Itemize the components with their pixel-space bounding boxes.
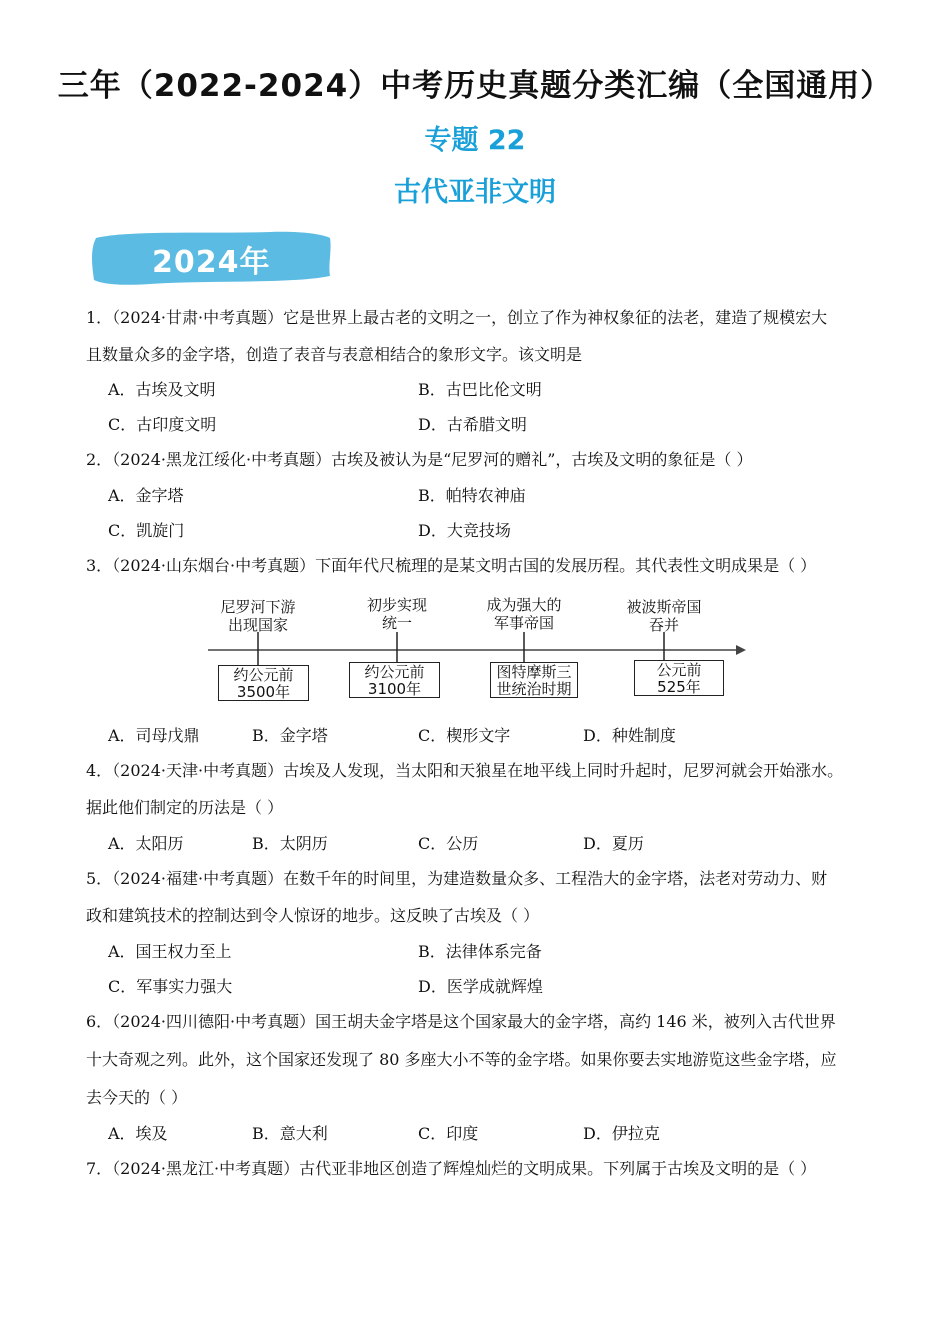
timeline-figure — [200, 590, 760, 705]
timeline-event-2-label: 初步实现 统一 — [366, 596, 427, 632]
question-6-option-b[interactable]: B．意大利 — [252, 1124, 328, 1143]
question-4-option-d[interactable]: D．夏历 — [583, 834, 644, 853]
question-5-option-b[interactable]: B．法律体系完备 — [418, 942, 542, 961]
question-2-line-1: 2．（2024·黑龙江绥化·中考真题）古埃及被认为是“尼罗河的赠礼”，古埃及文明的象征是（ ） — [86, 450, 753, 469]
question-4-line-1: 4．（2024·天津·中考真题）古埃及人发现，当太阳和天狼星在地平线上同时升起时，尼罗河就会开始涨水。 — [86, 761, 844, 780]
question-1-line-1: 1．（2024·甘肃·中考真题）它是世界上最古老的文明之一，创立了作为神权象征的法老，建造了规模宏大 — [86, 308, 828, 327]
question-4-option-a[interactable]: A．太阳历 — [108, 834, 184, 853]
question-1-option-a[interactable]: A．古埃及文明 — [108, 380, 216, 399]
question-4-line-2: 据此他们制定的历法是（ ） — [86, 798, 284, 817]
question-1-option-c[interactable]: C．古印度文明 — [108, 415, 217, 434]
question-5-line-1: 5．（2024·福建·中考真题）在数千年的时间里，为建造数量众多、工程浩大的金字塔，法老对劳动力、财 — [86, 869, 828, 888]
question-6-option-d[interactable]: D．伊拉克 — [583, 1124, 660, 1143]
page-title: 三年（2022-2024）中考历史真题分类汇编（全国通用） — [57, 68, 893, 104]
question-4-option-c[interactable]: C．公历 — [418, 834, 479, 853]
question-6-option-c[interactable]: C．印度 — [418, 1124, 479, 1143]
question-6-line-3: 去今天的（ ） — [86, 1088, 188, 1107]
question-3-option-a[interactable]: A．司母戊鼎 — [108, 726, 200, 745]
question-3-option-c[interactable]: C．楔形文字 — [418, 726, 511, 745]
question-2-option-c[interactable]: C．凯旋门 — [108, 521, 185, 540]
year-badge — [90, 228, 332, 286]
question-4-option-b[interactable]: B．太阴历 — [252, 834, 328, 853]
question-1-line-2: 且数量众多的金字塔，创造了表音与表意相结合的象形文字。该文明是 — [86, 345, 583, 364]
question-5-option-d[interactable]: D．医学成就辉煌 — [418, 977, 543, 996]
question-6-line-1: 6．（2024·四川德阳·中考真题）国王胡夫金字塔是这个国家最大的金字塔，高约 146 米，被列入古代世界 — [86, 1012, 836, 1031]
question-1-option-b[interactable]: B．古巴比伦文明 — [418, 380, 542, 399]
timeline-event-2-date: 约公元前 3100年 — [349, 662, 440, 698]
timeline-event-4-date: 公元前 525年 — [634, 660, 724, 696]
timeline-event-1-date: 约公元前 3500年 — [218, 665, 309, 701]
question-3-option-b[interactable]: B．金字塔 — [252, 726, 328, 745]
timeline-event-3-date: 图特摩斯三 世统治时期 — [490, 662, 578, 698]
question-2-option-b[interactable]: B．帕特农神庙 — [418, 486, 526, 505]
topic-number: 专题 22 — [424, 125, 526, 156]
question-5-option-a[interactable]: A．国王权力至上 — [108, 942, 232, 961]
question-2-option-d[interactable]: D．大竞技场 — [418, 521, 511, 540]
question-6-line-2: 十大奇观之列。此外，这个国家还发现了 80 多座大小不等的金字塔。如果你要去实地游览这些金字塔，应 — [86, 1050, 837, 1069]
question-5-line-2: 政和建筑技术的控制达到令人惊讶的地步。这反映了古埃及（ ） — [86, 906, 540, 925]
question-3-line-1: 3．（2024·山东烟台·中考真题）下面年代尺梳理的是某文明古国的发展历程。其代表性文明成果是（ ） — [86, 556, 817, 575]
question-2-option-a[interactable]: A．金字塔 — [108, 486, 184, 505]
question-7-line-1: 7．（2024·黑龙江·中考真题）古代亚非地区创造了辉煌灿烂的文明成果。下列属于古埃及文明的是（ ） — [86, 1159, 817, 1178]
question-3-option-d[interactable]: D．种姓制度 — [583, 726, 676, 745]
question-5-option-c[interactable]: C．军事实力强大 — [108, 977, 233, 996]
year-badge-label: 2024年 — [152, 245, 271, 280]
timeline-event-1-label: 尼罗河下游 出现国家 — [220, 598, 296, 634]
timeline-event-4-label: 被波斯帝国 吞并 — [626, 598, 702, 634]
topic-title: 古代亚非文明 — [394, 177, 556, 208]
question-6-option-a[interactable]: A．埃及 — [108, 1124, 168, 1143]
question-1-option-d[interactable]: D．古希腊文明 — [418, 415, 527, 434]
timeline-event-3-label: 成为强大的 军事帝国 — [486, 596, 562, 632]
